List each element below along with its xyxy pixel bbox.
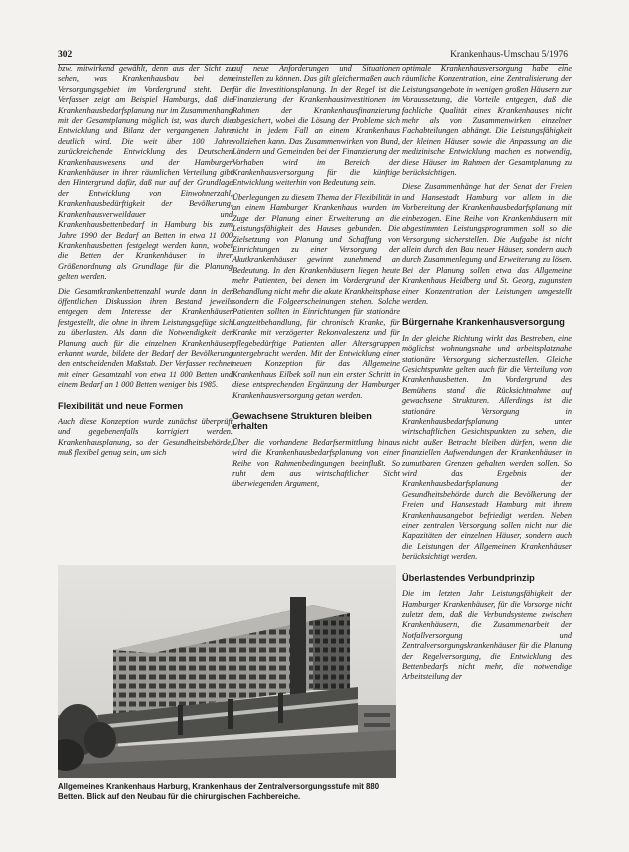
paragraph: In der gleiche Richtung wirkt das Bestreben, eine möglichst wohnungsnahe und arbeitsplatznahe stationäre Versorgung sicherzustellen. Gleiche Gesichtspunkte gelten auch für die Verteilung von Krankenhausbetten. Im Vordergrund des Bemühens stand die Rücksichtnahme auf gewachsene Strukturen. Allerdings ist die stationäre Versorgung in Krankenhausbedarfsplanung unter wirtschaftlichen Gesichtspunkten zu sehen, die nicht außer Betracht bleiben dürfen, wenn die finanziellen Aufwendungen der Krankenhäuser in zumutbaren Grenzen gehalten werden sollen. So wird das Ergebnis der Krankenhausbedarfsplanung der Gesundheitsbehörde durch die Bevölkerung der Freien und Hansestadt Hamburg mit ihrem Krankenhausangebot befriedigt werden. Neben einer zentralen Versorgung sollen nicht nur die Kapazitäten der einzelnen Häuser, sondern auch die Leistungen der Allgemeinen Krankenhäuser berücksichtigt werden. [402,333,572,562]
paragraph: Die im letzten Jahr Leistungsfähigkeit der Hamburger Krankenhäuser, für die Vorsorge nicht zuletzt dem, daß die Verbundsysteme zwischen Krankenhäusern, die Zusammenarbeit der Notfallversorgung und Zentralversorgungskrankenhäuser für die Planung der Regelversorgung, die Entwicklung des Bettenbedarfs nicht mehr, die notwendige Arbeitsteilung der [402,589,572,682]
paragraph: Überlegungen zu diesem Thema der Flexibilität in an einem Hamburger Krankenhaus wurden im Zuge der Planung einer Erweiterung an die Leistungsfähigkeit des Hauses gebunden. Die Zielsetzung von Planung und Schaffung von Einrichtungen zu einer Versorgung der Akutkrankenhäuser gewinnt zunehmend an Bedeutung. In den Krankenhäusern liegen heute mehr Patienten, bei denen im Vordergrund der Behandlung nicht mehr die akute Krankheitsphase sondern die Folgeerscheinungen stehen. Solche Patienten sollten in Einrichtungen für stationäre Langzeitbehandlung, für chronisch Kranke, für Kranke mit verzögerter Rekonvaleszenz und für pflegebedürftige Patienten aller Altersgruppen untergebracht werden. Mit der Entwicklung einer neuen Konzeption für das Allgemeine Krankenhaus Eilbek soll nun ein erster Schritt in diese entsprechenden Ergänzung der Hamburger Krankenhausversorgung getan werden. [232,192,400,400]
section-heading: Flexibilität und neue Formen [58,400,184,411]
figure-caption: Allgemeines Krankenhaus Harburg, Krankenhaus der Zentralversorgungsstufe mit 880 Betten. Blick auf den Neubau für die chirurgischen Fachbereiche. [58,782,380,801]
section-heading: Bürgernahe Krankenhausversorgung [402,317,565,328]
journal-title: Krankenhaus-Umschau 5/1976 [450,50,568,60]
paragraph: Auch diese Konzeption wurde zunächst überprüft und gegebenenfalls korrigiert werden. Krankenhausplanung, so der Gesundheitsbehörde, muß flexibel genug sein, um sich [58,417,233,458]
section-heading: Überlastendes Verbundprinzip [402,572,535,583]
paragraph: Die Gesamtkrankenbettenzahl wurde dann in der öffentlichen Diskussion ihren Bestand jeweils entgegen dem Interesse der Krankenhäuser festgestellt, die ohne in ihrem Leistungsgefüge sich zu überlasten. Als dann die Notwendigkeit der Planung auch für die einzelnen Krankenhäuser erkannt wurde, bildete der Bedarf der Bevölkerung den entscheidenden Maßstab. Der Verfasser rechnet mit einer Gesamtzahl von etwa 11 000 Betten und einem Bedarf an 1 000 Betten weniger bis 1985. [58,286,233,390]
paragraph: auf neue Anforderungen und Situationen einstellen zu können. Das gilt gleichermaßen auch für die Investitionsplanung. In der Regel ist die Finanzierung der Krankenhausinvestitionen im Rahmen der Krankenhausfinanzierung abgesichert, wobei die Lösung der Probleme sich nicht in jedem Fall an einem Krankenhaus vollziehen kann. Das Zusammenwirken von Bund, Ländern und Gemeinden bei der Finanzierung der Vorhaben wird im Bereich der Krankenhausversorgung für die künftige Entwicklung weiterhin von Bedeutung sein. [232,64,400,188]
text-column-3 [402,64,572,824]
hospital-building-image [58,565,396,778]
text-column-2 [232,64,400,564]
section-heading: Gewachsene Strukturen bleiben erhalten [232,411,372,432]
paragraph: bzw. mitwirkend gewählt, denn aus der Sicht zu sehen, was Krankenhausbau bei dem Versorgungsgebiet im Vordergrund steht. Der Verfasser zeigt am Beispiel Hamburgs, daß die Krankenhausbedarfsplanung nur im Zusammenhang mit der Gesamtplanung möglich ist, was durch die Entwicklung und Bilanz der vergangenen Jahre deutlich wird. Die weit über 100 Jahre zurückreichende Entwicklung des Deutschen Krankenhauswesens und der Hamburger Krankenhäuser in ihrer räumlichen Verteilung gibt den Hintergrund dafür, daß nur auf der Grundlage der Entwicklung von Einwohnerzahl, Krankenhausbedürftigkeit der Bevölkerung, Krankenhausverweildauer und Krankenhausbettenbedarf in Hamburg bis zum Jahre 1990 der Bedarf an Betten in etwa 11 000 Krankenhausbetten festgelegt werden kann, wobei die Betten der Krankenhäuser in ihrer Größenordnung als Grundlage für die Planung gelten werden. [58,64,233,282]
page-number: 302 [58,50,73,60]
paragraph: Über die vorhandene Bedarfsermittlung hinaus wird die Krankenhausbedarfsplanung von einer Reihe von Rahmenbedingungen beeinflußt. So ruht dem aus wirtschaftlicher Sicht überwiegenden Argument, [232,437,400,489]
text-column-1 [58,64,233,492]
hospital-photo [58,565,396,778]
page-header [58,48,568,65]
paragraph: Diese Zusammenhänge hat der Senat der Freien und Hansestadt Hamburg vor allem in die Vorbereitung der Krankenhausbedarfsplanung mit einbezogen. Eine Reihe von Krankenhäusern mit abgestimmten Leistungsprogrammen soll so die Versorgung sicherstellen. Die Aufgabe ist nicht allein durch den Bau neuer Häuser, sondern auch durch Zusammenlegung und Erweiterung zu lösen. Bei der Planung sollen etwa das Allgemeine Krankenhaus Heidberg und St. Georg, zugunsten einer Konzentration der Leistungen umgestellt werden. [402,182,572,306]
paragraph: optimale Krankenhausversorgung habe eine räumliche Konzentration, eine Zentralisierung der Leistungsangebote in wenigen großen Häusern zur Voraussetzung, die Vorteile entgegen, daß die fachliche Qualität eines Krankenhauses nicht mehr als von Zusammenwirken einzelner Fachabteilungen abhängt. Die Leistungsfähigkeit der kleinen Häuser sowie die Anpassung an die medizinische Entwicklung machen es notwendig, diese Häuser im Rahmen der Gesamtplanung zu berücksichtigen. [402,64,572,178]
